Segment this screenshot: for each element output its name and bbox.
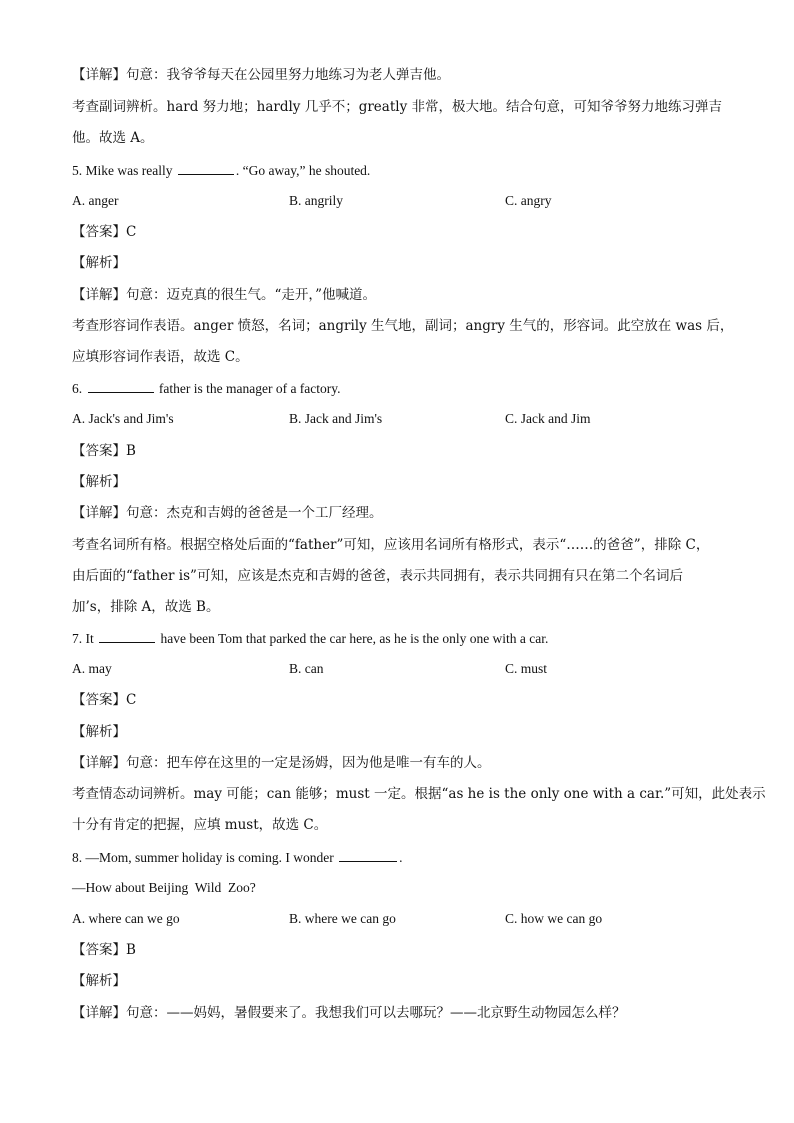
q5-detail-label: 【详解】 xyxy=(72,287,126,303)
q8-option-c: C. how we can go xyxy=(505,911,603,926)
q8-stem xyxy=(72,847,402,868)
q5-stem-pre: 5. Mike was really xyxy=(72,163,173,178)
q7-answer-label: 【答案】 xyxy=(72,692,126,708)
q5-option-b: B. angrily xyxy=(289,193,343,208)
q6-answer xyxy=(72,441,136,461)
q5-answer xyxy=(72,222,136,242)
q7-detail-label: 【详解】 xyxy=(72,755,126,771)
q6-analysis-line1: 考查名词所有格。根据空格处后面的“father”可知，应该用名词所有格形式，表示“……的爸爸”，排除 C， xyxy=(72,537,710,553)
q7-option-b: B. can xyxy=(289,661,324,676)
q5-option-a: A. anger xyxy=(72,193,119,208)
q5-analysis-label xyxy=(72,253,126,273)
q7-answer-value: C xyxy=(126,692,137,708)
q8-stem-pre: 8. —Mom, summer holiday is coming. I wonder xyxy=(72,850,334,865)
q6-stem-pre: 6. xyxy=(72,381,83,396)
q7-analysis-label xyxy=(72,722,126,742)
q8-detail-text: 句意：——妈妈，暑假要来了。我想我们可以去哪玩？——北京野生动物园怎么样？ xyxy=(126,1005,626,1021)
q7-analysis-line1: 考查情态动词辨析。may 可能；can 能够；must 一定。根据“as he is the only one with a car.”可知，此处表示 xyxy=(72,786,766,802)
q5-answer-value: C xyxy=(126,224,137,240)
q8-option-b: B. where we can go xyxy=(289,911,396,926)
q6-analysis-heading: 【解析】 xyxy=(72,474,126,490)
q6-detail-label: 【详解】 xyxy=(72,505,126,521)
q6-detail-text: 句意：杰克和吉姆的爸爸是一个工厂经理。 xyxy=(126,505,383,521)
q5-answer-label: 【答案】 xyxy=(72,224,126,240)
q5-option-c: C. angry xyxy=(505,193,552,208)
q7-option-a: A. may xyxy=(72,661,112,676)
q6-blank xyxy=(88,378,154,393)
q6-detail xyxy=(72,503,383,523)
q5-blank xyxy=(178,160,234,175)
q4-analysis-line2: 他。故选 A。 xyxy=(72,130,154,146)
q6-stem xyxy=(72,378,341,399)
q7-stem xyxy=(72,628,548,649)
q8-answer-label: 【答案】 xyxy=(72,942,126,958)
q7-analysis-heading: 【解析】 xyxy=(72,724,126,740)
q7-analysis-line2: 十分有肯定的把握，应填 must，故选 C。 xyxy=(72,817,328,833)
q4-detail xyxy=(72,65,450,85)
q5-analysis-heading: 【解析】 xyxy=(72,255,126,271)
q7-stem-post: have been Tom that parked the car here, as he is the only one with a car. xyxy=(160,631,549,646)
q7-blank xyxy=(99,628,155,643)
q4-analysis-line1: 考查副词辨析。hard 努力地；hardly 几乎不；greatly 非常，极大地。结合句意，可知爷爷努力地练习弹吉 xyxy=(72,99,722,115)
q5-analysis-line2: 应填形容词作表语，故选 C。 xyxy=(72,349,249,365)
q8-answer-value: B xyxy=(126,942,136,958)
q6-analysis-label xyxy=(72,472,126,492)
q4-detail-text: 句意：我爷爷每天在公园里努力地练习为老人弹吉他。 xyxy=(126,67,450,83)
q6-option-c: C. Jack and Jim xyxy=(505,411,591,426)
q7-detail-text: 句意：把车停在这里的一定是汤姆，因为他是唯一有车的人。 xyxy=(126,755,491,771)
q5-detail-text: 句意：迈克真的很生气。“走开，”他喊道。 xyxy=(126,287,377,303)
q8-blank xyxy=(339,847,397,862)
q8-option-a: A. where can we go xyxy=(72,911,180,926)
q7-answer xyxy=(72,690,136,710)
q6-analysis-line3: 加’s，排除 A，故选 B。 xyxy=(72,599,220,615)
q8-detail xyxy=(72,1003,626,1023)
q7-stem-pre: 7. It xyxy=(72,631,94,646)
q8-stem-post: . xyxy=(399,850,403,865)
q7-detail xyxy=(72,753,491,773)
q6-option-a: A. Jack's and Jim's xyxy=(72,411,174,426)
q8-analysis-heading: 【解析】 xyxy=(72,973,126,989)
q7-option-c: C. must xyxy=(505,661,548,676)
q5-stem xyxy=(72,160,370,181)
q8-detail-label: 【详解】 xyxy=(72,1005,126,1021)
q5-analysis-line1: 考查形容词作表语。anger 愤怒，名词；angrily 生气地，副词；angry 生气的，形容词。此空放在 was 后， xyxy=(72,318,734,334)
q6-answer-value: B xyxy=(126,443,136,459)
q8-analysis-label xyxy=(72,971,126,991)
q5-stem-post: . “Go away,” he shouted. xyxy=(235,163,371,178)
q6-answer-label: 【答案】 xyxy=(72,443,126,459)
q6-stem-post: father is the manager of a factory. xyxy=(158,381,341,396)
q6-option-b: B. Jack and Jim's xyxy=(289,411,383,426)
q6-analysis-line2: 由后面的“father is”可知，应该是杰克和吉姆的爸爸，表示共同拥有，表示共同拥有只在第二个名词后 xyxy=(72,568,683,584)
q8-reply: —How about Beijing Wild Zoo? xyxy=(72,880,256,895)
q8-answer xyxy=(72,940,136,960)
q4-detail-label: 【详解】 xyxy=(72,67,126,83)
q5-detail xyxy=(72,285,376,305)
